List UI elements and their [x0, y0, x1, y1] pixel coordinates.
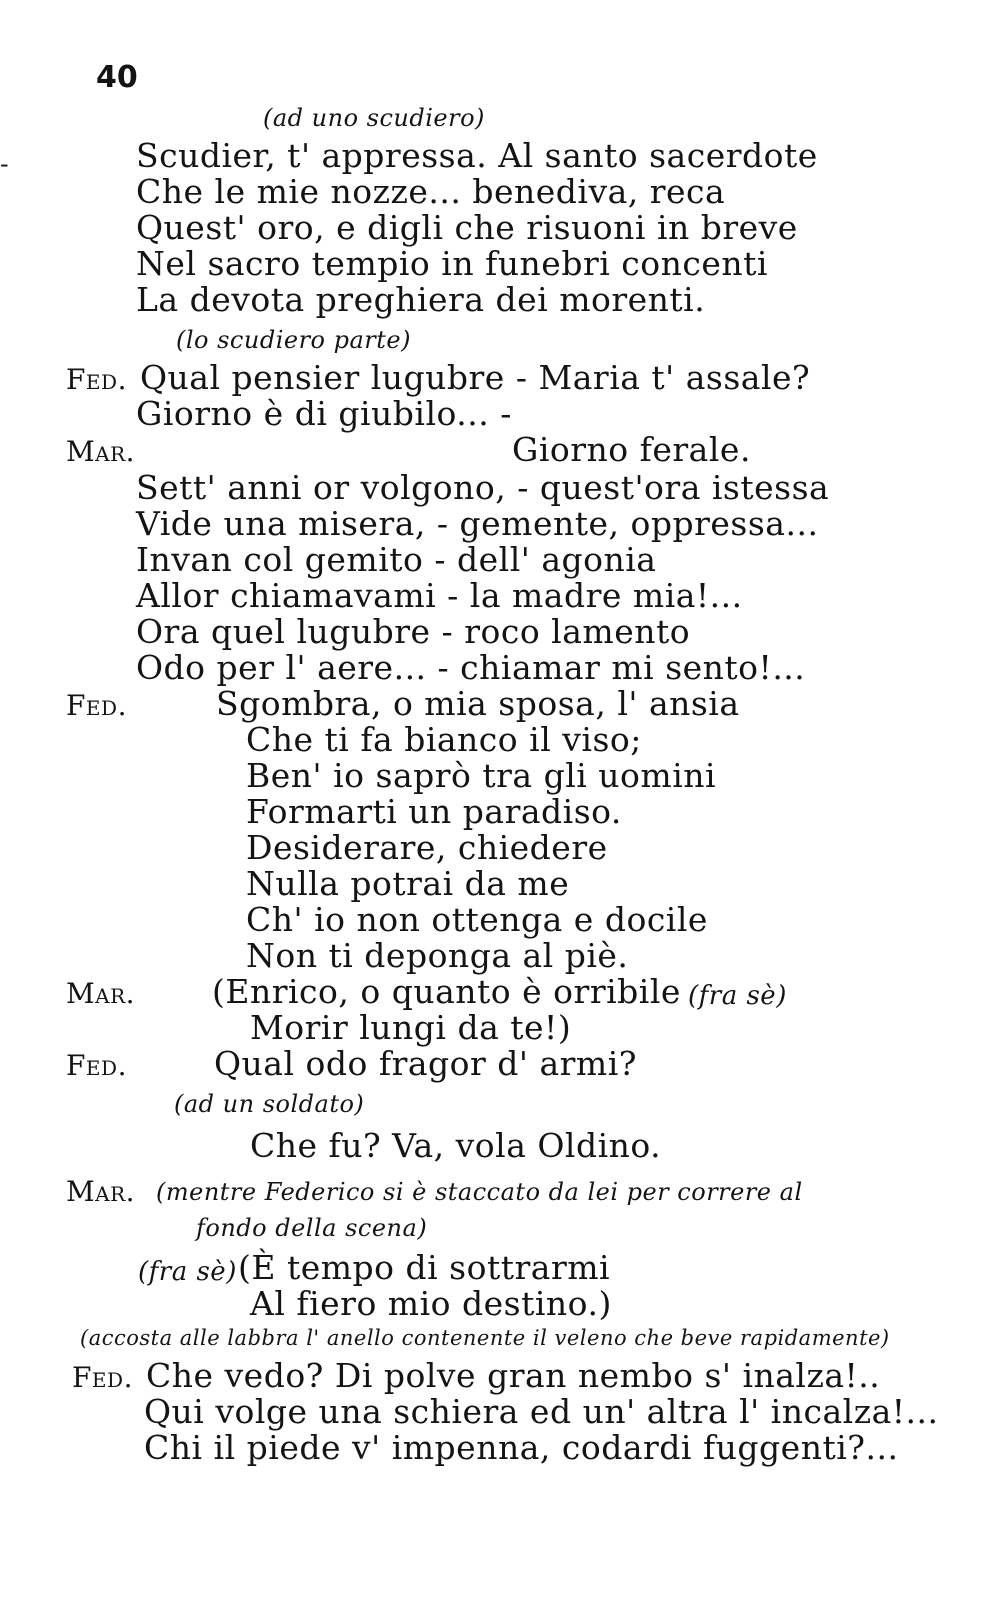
verse-line: (Enrico, o quanto è orribile	[212, 972, 681, 1011]
verse-line: Scudier, t' appressa. Al santo sacerdote	[136, 136, 818, 175]
verse-line: Ch' io non ottenga e docile	[246, 900, 708, 939]
verse-line: (È tempo di sottrarmi	[238, 1248, 611, 1287]
stage-direction: (ad uno scudiero)	[263, 104, 485, 132]
verse-line: Che vedo? Di polve gran nembo s' inalza!..	[146, 1356, 881, 1395]
verse-line: Quest' oro, e digli che risuoni in breve	[136, 208, 798, 247]
verse-line: Che le mie nozze... benediva, reca	[136, 172, 726, 211]
verse-line: Non ti deponga al piè.	[246, 936, 629, 975]
verse-line: Qui volge una schiera ed un' altra l' incalza!...	[144, 1392, 939, 1431]
stage-direction: (ad un soldato)	[174, 1090, 365, 1118]
verse-line: Ben' io saprò tra gli uomini	[246, 756, 717, 795]
verse-line: Al fiero mio destino.)	[250, 1284, 612, 1323]
verse-line: Formarti un paradiso.	[246, 792, 622, 831]
verse-line: Nulla potrai da me	[246, 864, 570, 903]
page-number: 40	[96, 60, 138, 95]
verse-line: Vide una misera, - gemente, oppressa...	[136, 504, 819, 543]
speaker-label: Mar.	[66, 977, 136, 1010]
verse-line: La devota preghiera dei morenti.	[136, 280, 706, 319]
verse-line: Invan col gemito - dell' agonia	[136, 540, 657, 579]
verse-line: Nel sacro tempio in funebri concenti	[136, 244, 768, 283]
verse-line: Ora quel lugubre - roco lamento	[136, 612, 691, 651]
stage-direction: (accosta alle labbra l' anello contenente il veleno che beve rapidamente)	[80, 1326, 890, 1350]
verse-line: Allor chiamavami - la madre mia!...	[136, 576, 743, 615]
stage-direction: (lo scudiero parte)	[176, 326, 411, 354]
verse-line: Che fu? Va, vola Oldino.	[250, 1126, 662, 1165]
margin-mark: -	[0, 150, 9, 178]
speaker-label: Mar.	[66, 435, 136, 468]
stage-direction: (fra sè)	[688, 981, 787, 1011]
verse-line: Sgombra, o mia sposa, l' ansia	[216, 684, 740, 723]
speaker-label: Mar.	[66, 1175, 136, 1208]
speaker-label: Fed.	[66, 1049, 127, 1082]
speaker-label: Fed.	[66, 689, 127, 722]
verse-line: Giorno ferale.	[512, 430, 751, 469]
verse-line: Chi il piede v' impenna, codardi fuggenti?...	[144, 1428, 899, 1467]
stage-direction: fondo della scena)	[196, 1214, 428, 1242]
stage-direction: (fra sè)	[138, 1257, 237, 1287]
speaker-label: Fed.	[66, 363, 127, 396]
verse-line: Giorno è di giubilo... -	[136, 394, 512, 433]
verse-line: Sett' anni or volgono, - quest'ora istessa	[136, 468, 830, 507]
verse-line: Desiderare, chiedere	[246, 828, 608, 867]
verse-line: Morir lungi da te!)	[250, 1008, 572, 1047]
stage-direction: (mentre Federico si è staccato da lei per correre al	[156, 1178, 803, 1206]
verse-line: Qual pensier lugubre - Maria t' assale?	[140, 358, 811, 397]
speaker-label: Fed.	[72, 1361, 133, 1394]
verse-line: Qual odo fragor d' armi?	[214, 1044, 637, 1083]
verse-line: Odo per l' aere... - chiamar mi sento!...	[136, 648, 806, 687]
verse-line: Che ti fa bianco il viso;	[246, 720, 642, 759]
